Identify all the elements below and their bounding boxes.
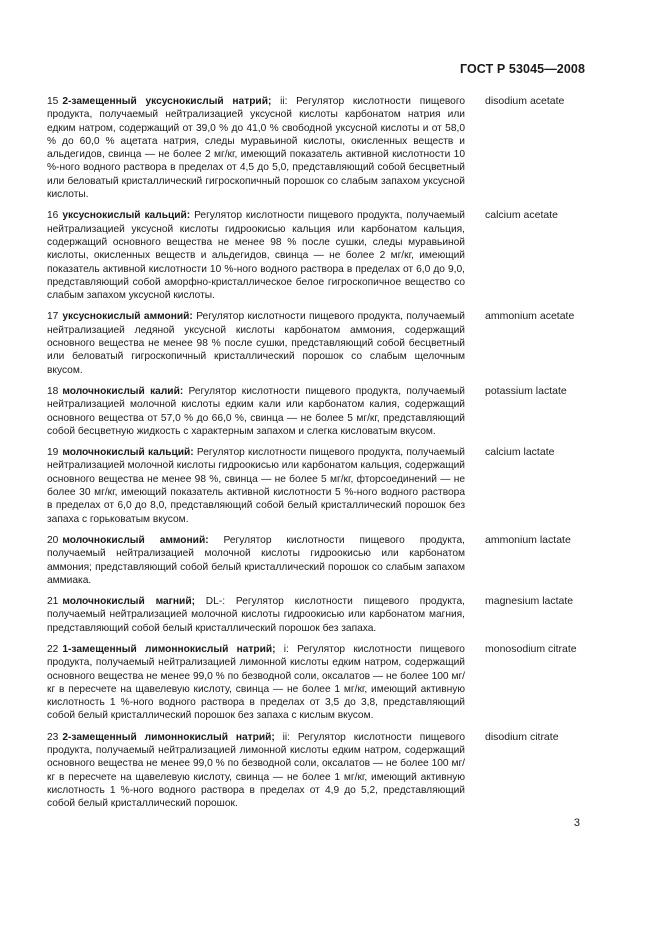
term-entry [47, 595, 587, 635]
term-name: молочнокислый магний; [62, 596, 195, 608]
term-description: ii: Регулятор кислотности пищевого продукта, получаемый нейтрализацией уксусной кислоты карбонатом натрия или едким натром, содержащий от 39,0 % до 41,0 % свободной уксусной кислоты и от 58,0 % до 60,0 % ацетата натрия, следы муравьиной кислоты, окисленных веществ и альдегидов, свинца — не более 2 мг/кг, имеющий показатель активной кислотности 10 %-ного водного раствора в пределах от 4,5 до 5,0, представляющий собой бесцветный или беловатый кристаллический гигроскопичный порошок со слабым запахом уксусной кислоты. [47, 96, 465, 201]
term-definition [47, 446, 465, 526]
term-description: Регулятор кислотности пищевого продукта, получаемый нейтрализацией уксусной кислоты гидроокисью кальция или карбонатом кальция, содержащий основного вещества не менее 98 % после сушки, следы муравьиной кислоты, окисленных веществ и альдегидов, свинца — не более 2 мг/кг, имеющий показатель активной кислотности 10 %-ного водного раствора в пределах от 6,0 до 9,0, представляющий собой аморфно-кристаллическое белое гигроскопичное вещество со слабым запахом уксусной кислоты. [47, 210, 465, 302]
term-number: 15 [47, 96, 59, 107]
page-number: 3 [573, 817, 580, 829]
term-entry [47, 95, 587, 201]
term-english-equivalent: disodium acetate [485, 95, 565, 107]
term-english-equivalent: ammonium lactate [485, 533, 571, 546]
term-entry [47, 534, 587, 587]
term-definition [47, 310, 465, 376]
term-name: молочнокислый аммоний: [62, 534, 209, 546]
term-english-equivalent: monosodium citrate [485, 642, 577, 655]
term-definition [47, 534, 465, 587]
term-entry [47, 446, 587, 526]
term-english-equivalent: potassium lactate [485, 384, 567, 397]
term-number: 21 [47, 596, 59, 608]
term-number: 20 [47, 534, 59, 546]
term-definition [47, 731, 465, 811]
term-name: уксуснокислый аммоний: [62, 311, 193, 323]
term-entry [47, 643, 587, 723]
term-name: молочнокислый кальций: [62, 447, 194, 459]
term-definition [47, 595, 465, 635]
term-number: 17 [47, 311, 59, 323]
term-list [47, 95, 587, 819]
term-description: i: Регулятор кислотности пищевого продукта, получаемый нейтрализацией лимонной кислоты едким натром, содержащий основного вещества не менее 99,0 % по безводной соли, оксалатов — не более 100 мг/кг в пересчете на щавелевую кислоту, свинца — не более 1 мг/кг, имеющий активную кислотность 1 %-ного водного раствора в пределах от 3,5 до 3,8, представляющий собой белый кристаллический порошок без запаха с кислым вкусом. [47, 643, 465, 722]
term-name: 1-замещенный лимоннокислый натрий; [62, 643, 276, 655]
term-english-equivalent: calcium lactate [485, 446, 555, 459]
term-description: Регулятор кислотности пищевого продукта, получаемый нейтрализацией молочной кислоты гидроокисью или карбонатом кальция, содержащий основного вещества не менее 98 %, свинца — не более 5 мг/кг, фторсоединений — не более 30 мг/кг, имеющий показатель активной кислотности 5 %-ного водного раствора в пределах от 6,0 до 8,0, представляющий собой белый кристаллический порошок без запаха с горьковатым вкусом. [47, 447, 465, 525]
term-english-equivalent: calcium acetate [485, 209, 558, 222]
term-entry [47, 385, 587, 438]
term-name: 2-замещенный лимоннокислый натрий; [62, 731, 275, 743]
term-definition [47, 643, 465, 723]
term-entry [47, 209, 587, 302]
term-english-equivalent: magnesium lactate [485, 595, 574, 608]
term-definition [47, 385, 465, 438]
term-description: ii: Регулятор кислотности пищевого продукта, получаемый нейтрализацией лимонной кислоты едким натром, содержащий основного вещества не менее 99,0 % по безводной соли, оксалатов — не более 100 мг/кг в пересчете на щавелевую кислоту, свинца — не более 1 мг/кг, имеющий активную кислотность 1 %-ного водного раствора в пределах от 4,9 до 5,2, представляющий собой белый кристаллический порошок. [47, 731, 465, 810]
term-number: 16 [47, 210, 59, 222]
term-number: 18 [47, 385, 59, 397]
term-name: уксуснокислый кальций: [62, 210, 191, 222]
term-english-equivalent: disodium citrate [485, 730, 559, 743]
term-description: Регулятор кислотности пищевого продукта, получаемый нейтрализацией ледяной уксусной кислоты карбонатом аммония, содержащий основного вещества не менее 98 % после сушки, представляющий собой бесцветный или беловатый гигроскопичный кристаллический порошок со слабым щелочным вкусом. [47, 311, 465, 376]
term-name: молочнокислый калий: [62, 385, 184, 397]
term-number: 19 [47, 447, 59, 459]
term-description: DL-: Регулятор кислотности пищевого продукта, получаемый нейтрализацией молочной кислоты гидроокисью или карбонатом магния, представляющий собой белый кристаллический порошок без запаха. [47, 596, 465, 634]
term-english-equivalent: ammonium acetate [485, 310, 575, 323]
term-number: 22 [47, 643, 59, 655]
term-entry [47, 731, 587, 811]
standard-code: ГОСТ Р 53045—2008 [459, 62, 585, 76]
term-description: Регулятор кислотности пищевого продукта, получаемый нейтрализацией молочной кислоты гидроокисью или карбонатом аммония; представляющий собой белый кристаллический порошок со слабым запахом аммиака. [47, 534, 465, 586]
term-definition [47, 209, 465, 302]
term-entry [47, 310, 587, 376]
term-description: Регулятор кислотности пищевого продукта, получаемый нейтрализацией молочной кислоты едким кали или карбонатом калия, содержащий основного вещества от 57,0 % до 66,0 %, свинца — не более 5 мг/кг, представляющий собой бесцветную жидкость с характерным запахом и слегка кисловатым вкусом. [47, 385, 465, 437]
term-name: 2-замещенный уксуснокислый натрий; [62, 96, 272, 107]
term-number: 23 [47, 731, 59, 743]
term-definition [47, 95, 465, 201]
